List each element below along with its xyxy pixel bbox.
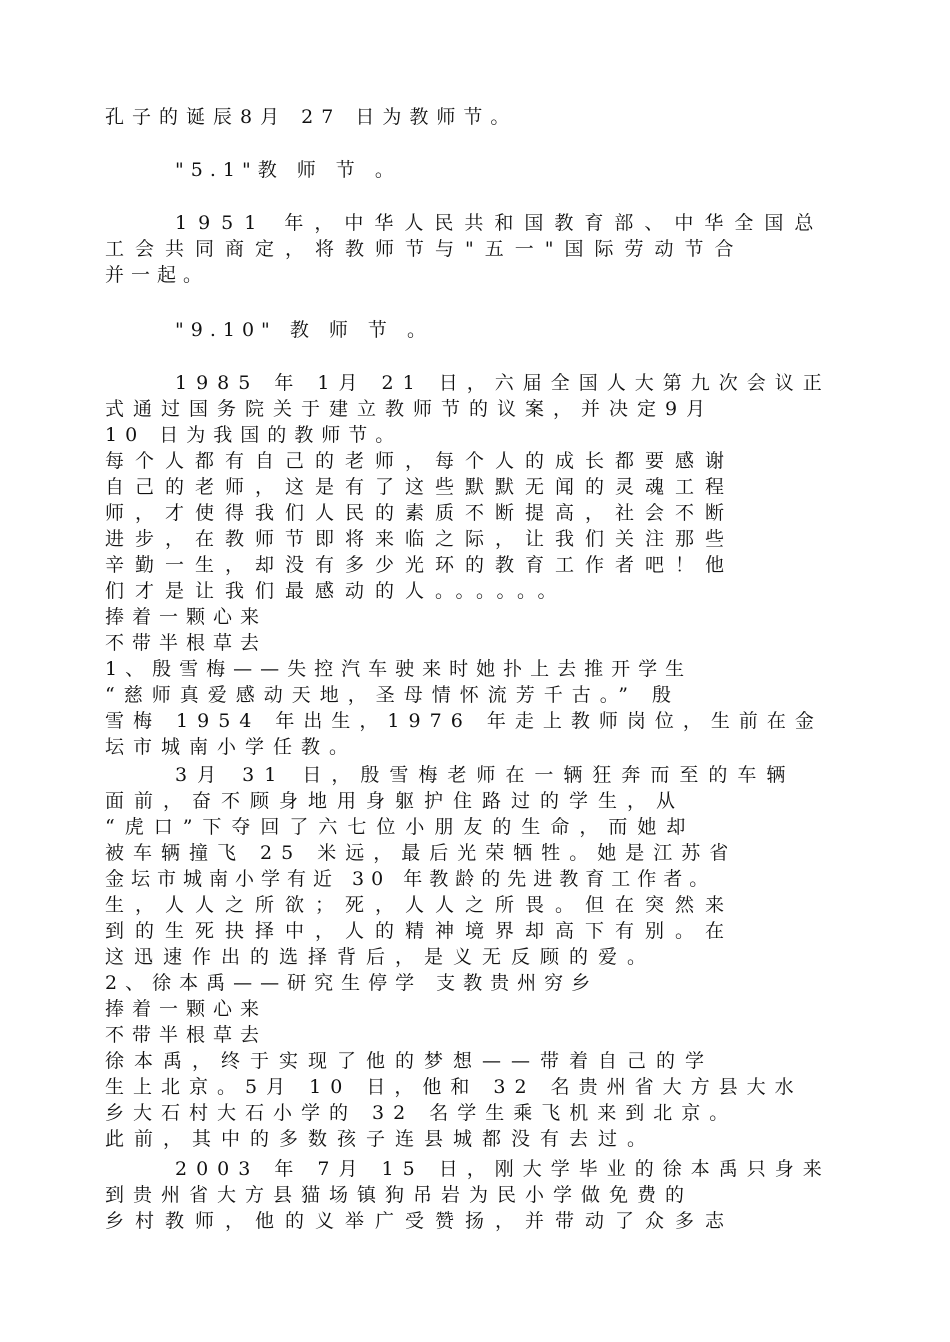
- text-line: 师，才使得我们人民的素质不断提高，社会不断: [105, 502, 736, 524]
- text-line: 们才是让我们最感动的人。。。。。。: [105, 580, 568, 602]
- section-heading: "5.1"教 师 节 。: [175, 159, 401, 181]
- text-line: 捧着一颗心来: [105, 606, 268, 628]
- text-line: “虎口”下夺回了六七位小朋友的生命，而她却: [105, 816, 696, 838]
- text-line: 生，人人之所欲；死，人人之所畏。但在突然来: [105, 894, 736, 916]
- text-line: “慈师真爱感动天地，圣母情怀流芳千古。” 殷: [105, 684, 680, 706]
- text-line: 不带半根草去: [105, 632, 268, 654]
- text-line: 这迅速作出的选择背后，是义无反顾的爱。: [105, 946, 657, 968]
- text-line: 2、徐本禹——研究生停学 支教贵州穷乡: [105, 972, 599, 994]
- text-line: 捧着一颗心来: [105, 998, 268, 1020]
- text-line: 1、殷雪梅——失控汽车驶来时她扑上去推开学生: [105, 658, 693, 680]
- text-line: 2003 年 7月 15 日，刚大学毕业的徐本禹只身来: [175, 1158, 831, 1180]
- text-line: 徐本禹，终于实现了他的梦想——带着自己的学: [105, 1050, 715, 1072]
- text-line: 此前，其中的多数孩子连县城都没有去过。: [105, 1128, 657, 1150]
- text-line: 辛勤一生，却没有多少光环的教育工作者吧！他: [105, 554, 736, 576]
- text-line: 到的生死抉择中，人的精神境界却高下有别。在: [105, 920, 736, 942]
- text-line: 被车辆撞飞 25 米远，最后光荣牺牲。她是江苏省: [105, 842, 738, 864]
- text-line: 生上北京。5月 10 日，他和 32 名贵州省大方县大水: [105, 1076, 803, 1098]
- text-line: 孔子的诞辰8月 27 日为教师节。: [105, 106, 518, 128]
- text-line: 工会共同商定，将教师节与"五一"国际劳动节合: [105, 238, 745, 260]
- text-line: 3月 31 日，殷雪梅老师在一辆狂奔而至的车辆: [175, 764, 796, 786]
- text-line: 不带半根草去: [105, 1024, 268, 1046]
- text-line: 进步，在教师节即将来临之际，让我们关注那些: [105, 528, 736, 550]
- text-line: 坛市城南小学任教。: [105, 736, 358, 758]
- text-line: 雪梅 1954 年出生，1976 年走上教师岗位，生前在金: [105, 710, 823, 732]
- text-line: 1951 年，中华人民共和国教育部、中华全国总: [175, 212, 825, 234]
- text-line: 到贵州省大方县猫场镇狗吊岩为民小学做免费的: [105, 1184, 694, 1206]
- text-line: 并一起。: [105, 264, 210, 286]
- text-line: 面前，奋不顾身地用身躯护住路过的学生，从: [105, 790, 686, 812]
- text-line: 自己的老师，这是有了这些默默无闻的灵魂工程: [105, 476, 736, 498]
- text-line: 金坛市城南小学有近 30 年教龄的先进教育工作者。: [105, 868, 716, 890]
- text-line: 乡村教师，他的义举广受赞扬，并带动了众多志: [105, 1210, 736, 1232]
- text-line: 式通过国务院关于建立教师节的议案，并决定9月: [105, 398, 715, 420]
- text-line: 乡大石村大石小学的 32 名学生乘飞机来到北京。: [105, 1102, 738, 1124]
- section-heading: "9.10" 教 师 节 。: [175, 319, 433, 341]
- text-line: 10 日为我国的教师节。: [105, 424, 403, 446]
- text-line: 1985 年 1月 21 日，六届全国人大第九次会议正: [175, 372, 831, 394]
- text-line: 每个人都有自己的老师，每个人的成长都要感谢: [105, 450, 736, 472]
